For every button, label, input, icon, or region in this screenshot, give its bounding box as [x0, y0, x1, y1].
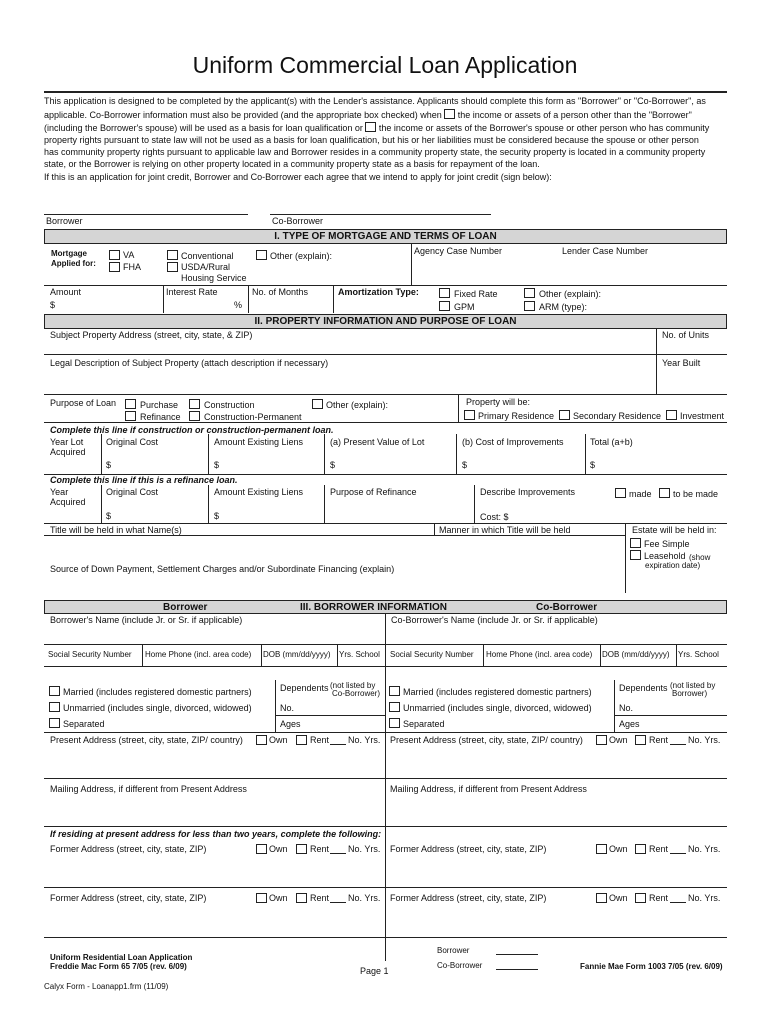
percent-sign: % — [234, 300, 243, 310]
present-value-label: (a) Present Value of Lot — [330, 437, 425, 447]
coborrower-signature-line[interactable] — [270, 214, 491, 215]
borrower-former-rent-checkbox[interactable] — [296, 844, 307, 854]
agency-case-label: Agency Case Number — [414, 246, 503, 256]
divider — [333, 285, 334, 313]
divider — [600, 644, 601, 666]
borrower-former-2-yrs-label: No. Yrs. — [348, 893, 381, 903]
amount-liens-label: Amount Existing Liens — [214, 437, 304, 447]
divider — [483, 644, 484, 666]
coborrower-present-address-label: Present Address (street, city, state, ZIP/ country) — [390, 735, 583, 745]
to-be-made-checkbox[interactable] — [659, 488, 670, 498]
borrower-former-own-checkbox[interactable] — [256, 844, 267, 854]
subject-address-label: Subject Property Address (street, city, state, & ZIP) — [50, 330, 253, 340]
total-dollar: $ — [590, 460, 596, 470]
divider — [44, 826, 727, 827]
divider — [330, 744, 346, 745]
source-down-payment-label: Source of Down Payment, Settlement Charges and/or Subordinate Financing (explain) — [50, 564, 395, 574]
gpm-label: GPM — [454, 302, 475, 312]
cost-label: Cost: $ — [480, 512, 509, 522]
borrower-former-rent-label: Rent — [310, 844, 330, 854]
borrower-present-yrs-label: No. Yrs. — [348, 735, 381, 745]
legal-description-label: Legal Description of Subject Property (attach description if necessary) — [50, 358, 329, 368]
title-rule — [44, 91, 727, 93]
coborrower-former-own-label: Own — [609, 844, 628, 854]
divider — [44, 937, 727, 938]
coborrower-separated-checkbox[interactable] — [389, 718, 400, 728]
borrower-present-own-label: Own — [269, 735, 288, 745]
made-label: made — [629, 489, 652, 499]
coborrower-ssn-label: Social Security Number — [390, 650, 474, 659]
intro-line: has community property rights pursuant to applicable law and Borrower resides in a community property state, the security property is located in a community property — [44, 146, 706, 157]
usda-checkbox[interactable] — [167, 262, 178, 272]
title-held-label: Title will be held in what Name(s) — [50, 525, 182, 535]
refi-amount-liens-label: Amount Existing Liens — [214, 487, 304, 497]
footer-borrower-label: Borrower — [437, 946, 470, 955]
coborrower-former-2-own-label: Own — [609, 893, 628, 903]
divider — [330, 902, 346, 903]
borrower-present-rent-checkbox[interactable] — [296, 735, 307, 745]
year-lot-label: Year Lot — [50, 437, 84, 447]
divider — [208, 434, 209, 474]
joint-credit-text: If this is an application for joint credit, Borrower and Co-Borrower each agree that we intend to apply for joint credit (sign below): — [44, 172, 552, 182]
divider — [324, 434, 325, 474]
lender-case-label: Lender Case Number — [562, 246, 649, 256]
coborrower-dependents-ages: Ages — [619, 719, 640, 729]
divider — [411, 244, 412, 285]
mortgage-other-checkbox[interactable] — [256, 250, 267, 260]
construction-perm-label: Construction-Permanent — [204, 412, 302, 422]
divider — [434, 523, 435, 535]
residing-note: If residing at present address for less than two years, complete the following: — [50, 829, 382, 839]
cost-improvements-label: (b) Cost of Improvements — [462, 437, 564, 447]
divider — [458, 394, 459, 422]
construction-checkbox[interactable] — [189, 399, 200, 409]
footer-form-name: Uniform Residential Loan Application — [50, 953, 193, 962]
borrower-signature-line[interactable] — [44, 214, 248, 215]
borrower-former-2-own-label: Own — [269, 893, 288, 903]
arm-checkbox[interactable] — [524, 301, 535, 311]
year-acquired-label-2: Acquired — [50, 497, 86, 507]
conventional-checkbox[interactable] — [167, 250, 178, 260]
borrower-phone-label: Home Phone (incl. area code) — [145, 650, 252, 659]
section-2-header: II. PROPERTY INFORMATION AND PURPOSE OF LOAN — [44, 314, 727, 329]
mortgage-label: Mortgage — [51, 249, 87, 258]
coborrower-separated-label: Separated — [403, 719, 445, 729]
section-3-header — [44, 600, 727, 614]
investment-label: Investment — [680, 411, 725, 421]
coborrower-married-label: Married (includes registered domestic partners) — [403, 687, 592, 697]
leasehold-label: Leasehold — [644, 551, 686, 561]
divider — [101, 485, 102, 523]
divider — [614, 715, 727, 716]
divider — [44, 354, 727, 355]
divider — [670, 744, 686, 745]
interest-rate-label: Interest Rate — [166, 287, 218, 297]
cost-improvements-dollar: $ — [462, 460, 468, 470]
fixed-rate-label: Fixed Rate — [454, 289, 498, 299]
intro-line: state, or the Borrower is relying on other property located in a community property state as a basis for repayment of the loan. — [44, 158, 540, 169]
section-3-title: III. BORROWER INFORMATION — [300, 602, 448, 613]
divider — [676, 644, 677, 666]
amortization-label: Amortization Type: — [338, 287, 419, 297]
borrower-name-label: Borrower's Name (include Jr. or Sr. if applicable) — [50, 615, 243, 625]
leasehold-note: (show — [689, 553, 711, 562]
borrower-present-address-label: Present Address (street, city, state, ZIP/ country) — [50, 735, 243, 745]
borrower-dob-label: DOB (mm/dd/yyyy) — [263, 650, 331, 659]
primary-residence-label: Primary Residence — [478, 411, 555, 421]
divider — [275, 680, 276, 732]
secondary-residence-label: Secondary Residence — [573, 411, 662, 421]
divider — [656, 329, 657, 354]
borrower-unmarried-checkbox[interactable] — [49, 702, 60, 712]
borrower-unmarried-label: Unmarried (includes single, divorced, widowed) — [63, 703, 252, 713]
divider — [44, 535, 626, 536]
coborrower-dependents-label: Dependents — [619, 683, 668, 693]
divider — [44, 285, 727, 286]
amount-liens-dollar: $ — [214, 460, 220, 470]
usda-label: USDA/Rural — [181, 262, 231, 272]
present-value-dollar: $ — [330, 460, 336, 470]
borrower-former-yrs-label: No. Yrs. — [348, 844, 381, 854]
divider — [44, 887, 727, 888]
coborrower-name-label: Co-Borrower's Name (include Jr. or Sr. if applicable) — [391, 615, 598, 625]
leasehold-checkbox[interactable] — [630, 550, 641, 560]
section-3-borrower-tag: Borrower — [163, 602, 208, 613]
refinance-checkbox[interactable] — [125, 411, 136, 421]
describe-improvements-label: Describe Improvements — [480, 487, 576, 497]
coborrower-former-address-label: Former Address (street, city, state, ZIP) — [390, 844, 547, 854]
coborrower-former-2-own-checkbox[interactable] — [596, 893, 607, 903]
construction-label: Construction — [204, 400, 255, 410]
usda-label-2: Housing Service — [181, 273, 247, 283]
borrower-separated-label: Separated — [63, 719, 105, 729]
borrower-yrs-school-label: Yrs. School — [339, 650, 380, 659]
borrower-dependents-ages: Ages — [280, 719, 301, 729]
borrower-dependents-note: (not listed by — [330, 681, 376, 690]
divider — [656, 354, 657, 394]
intro-line: (including the Borrower's spouse) will be used as a basis for loan qualification or the income or assets of the Borrower's spouse or other person who has community — [44, 123, 710, 134]
borrower-dependents-note-2: Co-Borrower) — [332, 689, 381, 698]
coborrower-former-2-yrs-label: No. Yrs. — [688, 893, 721, 903]
manner-title-label: Manner in which Title will be held — [439, 525, 571, 535]
borrower-signature-label: Borrower — [46, 216, 83, 226]
divider — [44, 732, 727, 733]
va-checkbox[interactable] — [109, 250, 120, 260]
original-cost-label: Original Cost — [106, 437, 159, 447]
property-will-be-label: Property will be: — [466, 397, 531, 407]
divider — [670, 853, 686, 854]
coborrower-dependents-note-2: Borrower) — [672, 689, 708, 698]
coborrower-mailing-label: Mailing Address, if different from Present Address — [390, 784, 587, 794]
divider — [44, 666, 727, 667]
divider — [585, 434, 586, 474]
divider — [101, 434, 102, 474]
investment-checkbox[interactable] — [666, 410, 677, 420]
spouse-income-checkbox[interactable] — [365, 122, 376, 132]
divider — [474, 485, 475, 523]
coborrower-former-rent-checkbox[interactable] — [635, 844, 646, 854]
total-label: Total (a+b) — [590, 437, 633, 447]
divider — [163, 285, 164, 313]
footer-borrower-initials[interactable] — [496, 954, 538, 955]
footer-coborrower-initials[interactable] — [496, 969, 538, 970]
construction-note: Complete this line if construction or construction-permanent loan. — [50, 425, 334, 435]
coborrower-former-own-checkbox[interactable] — [596, 844, 607, 854]
coborrower-present-rent-label: Rent — [649, 735, 669, 745]
borrower-dependents-label: Dependents — [280, 683, 329, 693]
va-label: VA — [123, 250, 135, 260]
divider — [625, 523, 626, 593]
refi-original-cost-label: Original Cost — [106, 487, 159, 497]
coborrower-dependents-no: No. — [619, 703, 634, 713]
applied-for-label: Applied for: — [51, 259, 96, 268]
year-acquired-label: Year — [50, 487, 69, 497]
coborrower-former-2-rent-label: Rent — [649, 893, 669, 903]
borrower-former-2-rent-label: Rent — [310, 893, 330, 903]
divider — [44, 422, 727, 423]
divider — [248, 285, 249, 313]
divider — [614, 680, 615, 732]
section-1-header: I. TYPE OF MORTGAGE AND TERMS OF LOAN — [44, 229, 727, 244]
primary-residence-checkbox[interactable] — [464, 410, 475, 420]
estate-held-label: Estate will be held in: — [632, 525, 717, 535]
to-be-made-label: to be made — [673, 489, 719, 499]
units-label: No. of Units — [662, 330, 710, 340]
fixed-rate-checkbox[interactable] — [439, 288, 450, 298]
refi-original-cost-dollar: $ — [106, 511, 112, 521]
borrower-married-label: Married (includes registered domestic partners) — [63, 687, 252, 697]
borrower-former-2-rent-checkbox[interactable] — [296, 893, 307, 903]
borrower-present-rent-label: Rent — [310, 735, 330, 745]
coborrower-yrs-school-label: Yrs. School — [678, 650, 719, 659]
section-3-coborrower-tag: Co-Borrower — [536, 602, 598, 613]
borrower-former-address-2-label: Former Address (street, city, state, ZIP) — [50, 893, 207, 903]
borrower-former-2-own-checkbox[interactable] — [256, 893, 267, 903]
coborrower-present-yrs-label: No. Yrs. — [688, 735, 721, 745]
construction-perm-checkbox[interactable] — [189, 411, 200, 421]
page-title: Uniform Commercial Loan Application — [192, 52, 578, 78]
footer-freddie-mac: Freddie Mac Form 65 7/05 (rev. 6/09) — [50, 962, 187, 971]
refinance-label: Refinance — [140, 412, 181, 422]
coborrower-dependents-note: (not listed by — [670, 681, 716, 690]
coborrower-signature-label: Co-Borrower — [272, 216, 324, 226]
coborrower-present-rent-checkbox[interactable] — [635, 735, 646, 745]
coborrower-income-checkbox[interactable] — [444, 109, 455, 119]
coborrower-dob-label: DOB (mm/dd/yyyy) — [602, 650, 670, 659]
coborrower-former-address-2-label: Former Address (street, city, state, ZIP) — [390, 893, 547, 903]
coborrower-present-own-label: Own — [609, 735, 628, 745]
coborrower-unmarried-checkbox[interactable] — [389, 702, 400, 712]
purpose-refinance-label: Purpose of Refinance — [330, 487, 417, 497]
fee-simple-label: Fee Simple — [644, 539, 690, 549]
purpose-other-checkbox[interactable] — [312, 399, 323, 409]
divider — [208, 485, 209, 523]
divider — [337, 644, 338, 666]
divider — [330, 853, 346, 854]
coborrower-present-own-checkbox[interactable] — [596, 735, 607, 745]
fha-checkbox[interactable] — [109, 262, 120, 272]
borrower-ssn-label: Social Security Number — [48, 650, 132, 659]
coborrower-married-checkbox[interactable] — [389, 686, 400, 696]
amount-label: Amount — [50, 287, 82, 297]
fha-label: FHA — [123, 262, 141, 272]
divider — [44, 644, 727, 645]
year-built-label: Year Built — [662, 358, 701, 368]
conventional-label: Conventional — [181, 251, 234, 261]
original-cost-dollar: $ — [106, 460, 112, 470]
coborrower-unmarried-label: Unmarried (includes single, divorced, widowed) — [403, 703, 592, 713]
purpose-label: Purpose of Loan — [50, 398, 117, 408]
months-label: No. of Months — [252, 287, 309, 297]
divider — [456, 434, 457, 474]
purchase-label: Purchase — [140, 400, 179, 410]
coborrower-former-yrs-label: No. Yrs. — [688, 844, 721, 854]
purpose-other-label: Other (explain): — [326, 400, 389, 410]
amort-other-checkbox[interactable] — [524, 288, 535, 298]
secondary-residence-checkbox[interactable] — [559, 410, 570, 420]
borrower-former-own-label: Own — [269, 844, 288, 854]
footer-coborrower-label: Co-Borrower — [437, 961, 483, 970]
page-number: Page 1 — [360, 966, 389, 976]
divider — [261, 644, 262, 666]
borrower-present-own-checkbox[interactable] — [256, 735, 267, 745]
borrower-dependents-no: No. — [280, 703, 295, 713]
coborrower-former-2-rent-checkbox[interactable] — [635, 893, 646, 903]
mortgage-other-label: Other (explain): — [270, 251, 333, 261]
divider — [324, 485, 325, 523]
borrower-former-address-label: Former Address (street, city, state, ZIP) — [50, 844, 207, 854]
coborrower-former-rent-label: Rent — [649, 844, 669, 854]
intro-line: property rights pursuant to state law will not be used as a basis for loan qualification, but his or her liabilities must be considered because the spouse or other person — [44, 135, 699, 146]
amount-dollar: $ — [50, 300, 56, 310]
coborrower-phone-label: Home Phone (incl. area code) — [486, 650, 593, 659]
refinance-note: Complete this line if this is a refinance loan. — [50, 475, 238, 485]
year-lot-label-2: Acquired — [50, 447, 86, 457]
borrower-mailing-label: Mailing Address, if different from Present Address — [50, 784, 247, 794]
divider — [142, 644, 143, 666]
made-checkbox[interactable] — [615, 488, 626, 498]
purchase-checkbox[interactable] — [125, 399, 136, 409]
amort-other-label: Other (explain): — [539, 289, 602, 299]
intro-line: applicable. Co-Borrower information must also be provided (and the appropriate box checked) when the income or assets of a person other than the "Borrower" — [44, 109, 692, 120]
divider — [44, 394, 727, 395]
arm-label: ARM (type): — [539, 302, 588, 312]
borrower-married-checkbox[interactable] — [49, 686, 60, 696]
divider — [44, 778, 727, 779]
divider — [670, 902, 686, 903]
fee-simple-checkbox[interactable] — [630, 538, 641, 548]
footer-fannie-mae: Fannie Mae Form 1003 7/05 (rev. 6/09) — [580, 962, 723, 971]
leasehold-note-2: expiration date) — [645, 561, 701, 570]
intro-paragraph — [44, 96, 727, 170]
footer-calyx: Calyx Form - Loanapp1.frm (11/09) — [44, 982, 169, 991]
divider — [275, 715, 385, 716]
refi-amount-liens-dollar: $ — [214, 511, 220, 521]
borrower-separated-checkbox[interactable] — [49, 718, 60, 728]
gpm-checkbox[interactable] — [439, 301, 450, 311]
intro-line: This application is designed to be completed by the applicant(s) with the Lender's assistance. Applicants should complete this form as "Borrower" or "Co-Borrower", as — [44, 96, 706, 106]
